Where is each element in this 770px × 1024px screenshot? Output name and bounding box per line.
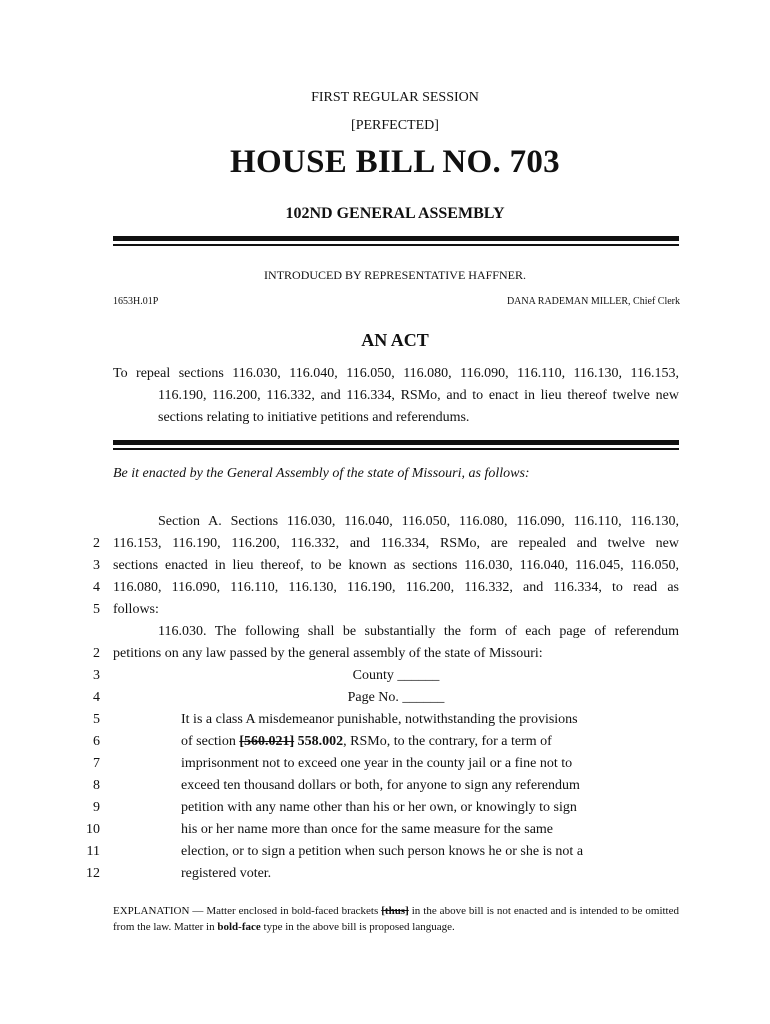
bill-title: HOUSE BILL NO. 703 xyxy=(230,144,560,180)
explanation-tail: type in the above bill is proposed language. xyxy=(260,921,455,933)
header-rule-thin xyxy=(113,244,679,246)
explanation-middle: in the above bill is not enacted and is intended to be omitted from the law. Matter in xyxy=(113,905,679,933)
section-116030-line: 116.030. The following shall be substantially the form of each page of referendum xyxy=(158,624,679,639)
section-a-line: sections enacted in lieu thereof, to be known as sections 116.030, 116.040, 116.045, 116.050, xyxy=(113,558,679,573)
section-a-line: follows: xyxy=(113,602,159,617)
header-rule-thick xyxy=(113,236,679,241)
act-heading: AN ACT xyxy=(361,330,429,350)
general-assembly: 102ND GENERAL ASSEMBLY xyxy=(285,205,505,222)
explanation-lead: EXPLANATION — Matter enclosed in bold-faced brackets xyxy=(113,905,382,917)
line-number: 8 xyxy=(93,778,100,793)
act-rule-thick xyxy=(113,440,679,445)
line-number: 12 xyxy=(86,866,100,881)
warning-line: It is a class A misdemeanor punishable, notwithstanding the provisions xyxy=(181,712,578,727)
warning-line: petition with any name other than his or her own, or knowingly to sign xyxy=(181,800,577,815)
county-blank: County ______ xyxy=(352,668,440,683)
bill-status: [PERFECTED] xyxy=(351,118,439,133)
warning-line: election, or to sign a petition when such person knows he or she is not a xyxy=(181,844,584,859)
line-number: 3 xyxy=(93,668,100,683)
page-number-blank: Page No. ______ xyxy=(347,690,445,705)
warning-line: imprisonment not to exceed one year in the county jail or a fine not to xyxy=(181,756,573,771)
line-number: 2 xyxy=(93,536,100,551)
explanation-note xyxy=(113,903,679,935)
line-number: 4 xyxy=(93,580,100,595)
line-number: 11 xyxy=(86,844,100,859)
line-number: 5 xyxy=(93,602,100,617)
section-a-line: 116.080, 116.090, 116.110, 116.130, 116.190, 116.200, 116.332, and 116.334, to read as xyxy=(113,580,679,595)
warning-line: exceed ten thousand dollars or both, for anyone to sign any referendum xyxy=(181,778,580,793)
line-number: 9 xyxy=(93,800,100,815)
line-number: 3 xyxy=(93,558,100,573)
line-number: 4 xyxy=(93,690,100,705)
document-number: 1653H.01P xyxy=(113,296,159,307)
line-number: 10 xyxy=(86,822,100,837)
act-rule-thin xyxy=(113,448,679,450)
bold-face-example: bold-face xyxy=(217,921,261,933)
line-number: 7 xyxy=(93,756,100,771)
act-title-text: To repeal sections 116.030, 116.040, 116.050, 116.080, 116.090, 116.110, 116.130, 116.153, 116.190, 116.200, 116.332, and 116.334, RSMo, and to enact in lieu thereof twelve new sections relating to initiative petitions and referendums. xyxy=(113,366,679,425)
enacting-clause: Be it enacted by the General Assembly of the state of Missouri, as follows: xyxy=(113,466,530,481)
warning-line-amended xyxy=(181,731,611,753)
session-label: FIRST REGULAR SESSION xyxy=(311,90,479,105)
section-116030-line: petitions on any law passed by the general assembly of the state of Missouri: xyxy=(113,646,543,661)
section-a-line: 116.153, 116.190, 116.200, 116.332, and 116.334, RSMo, are repealed and twelve new xyxy=(113,536,679,551)
amended-text-post: , RSMo, to the contrary, for a term of xyxy=(343,734,552,749)
line-number: 6 xyxy=(93,734,100,749)
new-citation: 558.002 xyxy=(294,734,344,749)
chief-clerk: DANA RADEMAN MILLER, Chief Clerk xyxy=(506,296,680,307)
deleted-citation: [560.021] xyxy=(239,734,295,749)
line-number: 2 xyxy=(93,646,100,661)
bracket-example: [thus] xyxy=(381,905,409,917)
warning-line: registered voter. xyxy=(181,866,272,881)
warning-line: his or her name more than once for the same measure for the same xyxy=(181,822,554,837)
amended-text-pre: of section xyxy=(181,734,240,749)
introduced-by: INTRODUCED BY REPRESENTATIVE HAFFNER. xyxy=(264,268,526,282)
line-number: 5 xyxy=(93,712,100,727)
section-a-line: Section A. Sections 116.030, 116.040, 116.050, 116.080, 116.090, 116.110, 116.130, xyxy=(158,514,679,529)
